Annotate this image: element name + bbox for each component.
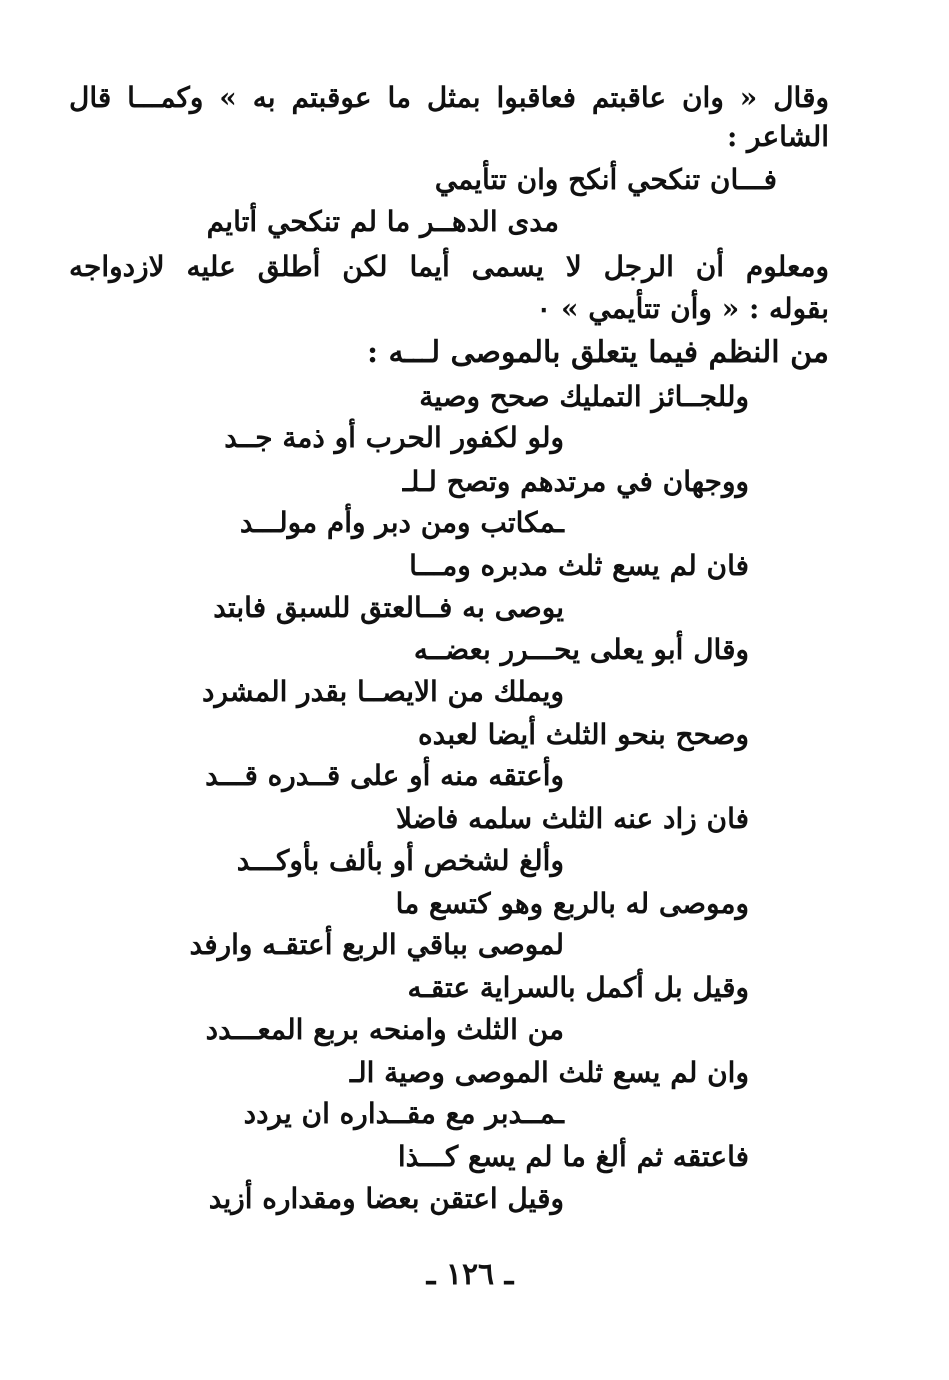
verse-7-first-hemistich: وموصى له بالربع وهو كتسع ما <box>395 887 749 920</box>
verse-5-second-hemistich: وأعتقه منه أو على قــدره قـــد <box>205 759 564 792</box>
verse-3-second-hemistich: يوصى به فــالعتق للسبق فابتد <box>213 591 564 624</box>
verse-6-second-hemistich: وألغ لشخص أو بألف بأوكـــد <box>236 844 564 877</box>
verse-6-first-hemistich: فان زاد عنه الثلث سلمه فاضلا <box>395 802 749 835</box>
verse-1-first-hemistich: وللجــائز التمليك صحح وصية <box>419 380 749 413</box>
verse-9-first-hemistich: وان لم يسع ثلث الموصى وصية الـ <box>349 1056 749 1089</box>
verse-4-first-hemistich: وقال أبو يعلى يحـــرر بعضــه <box>413 633 749 666</box>
verse-8-first-hemistich: وقيل بل أكمل بالسراية عتقـه <box>407 971 749 1004</box>
paragraph-line-2: بقوله : « وأن تتأيمي » ٠ <box>536 292 829 325</box>
poem-intro-hemistich-1: فـــان تنكحي أنكح وان تتأيمي <box>434 163 777 196</box>
verse-9-second-hemistich: ـمــدبر مع مقــداره ان يردد <box>243 1097 564 1130</box>
verse-10-second-hemistich: وقيل اعتقن بعضا ومقداره أزيد <box>208 1182 564 1215</box>
intro-line-1: وقال « وان عاقبتم فعاقبوا بمثل ما عوقبتم به » وكمـــا قال <box>69 81 829 114</box>
verse-5-first-hemistich: وصحح بنحو الثلث أيضا لعبده <box>418 718 749 751</box>
verse-3-first-hemistich: فان لم يسع ثلث مدبره ومـــا <box>409 549 749 582</box>
verse-4-second-hemistich: ويملك من الايصــا بقدر المشرد <box>201 675 564 708</box>
verse-10-first-hemistich: فاعتقه ثم ألغ ما لم يسع كـــذا <box>397 1140 749 1173</box>
verse-7-second-hemistich: لموصى بباقي الربع أعتقـه وارفد <box>189 928 564 961</box>
verse-1-second-hemistich: ولو لكفور الحرب أو ذمة جــد <box>224 421 564 454</box>
section-heading: من النظم فيما يتعلق بالموصى لـــه : <box>367 335 829 370</box>
verse-2-first-hemistich: ووجهان في مرتدهم وتصح لـلـ <box>402 465 749 498</box>
verse-2-second-hemistich: ـمكاتب ومن دبر وأم مولـــد <box>239 506 564 539</box>
poem-intro-hemistich-2: مدى الدهــر ما لم تنكحي أتايم <box>206 205 559 238</box>
intro-line-2: الشاعر : <box>726 120 829 153</box>
verse-8-second-hemistich: من الثلث وامنحه بربع المعـــدد <box>205 1013 564 1046</box>
page-number: ـ ١٢٦ ـ <box>426 1257 514 1292</box>
paragraph-line-1: ومعلوم أن الرجل لا يسمى أيما لكن أطلق عليه لازدواجه <box>69 250 829 283</box>
